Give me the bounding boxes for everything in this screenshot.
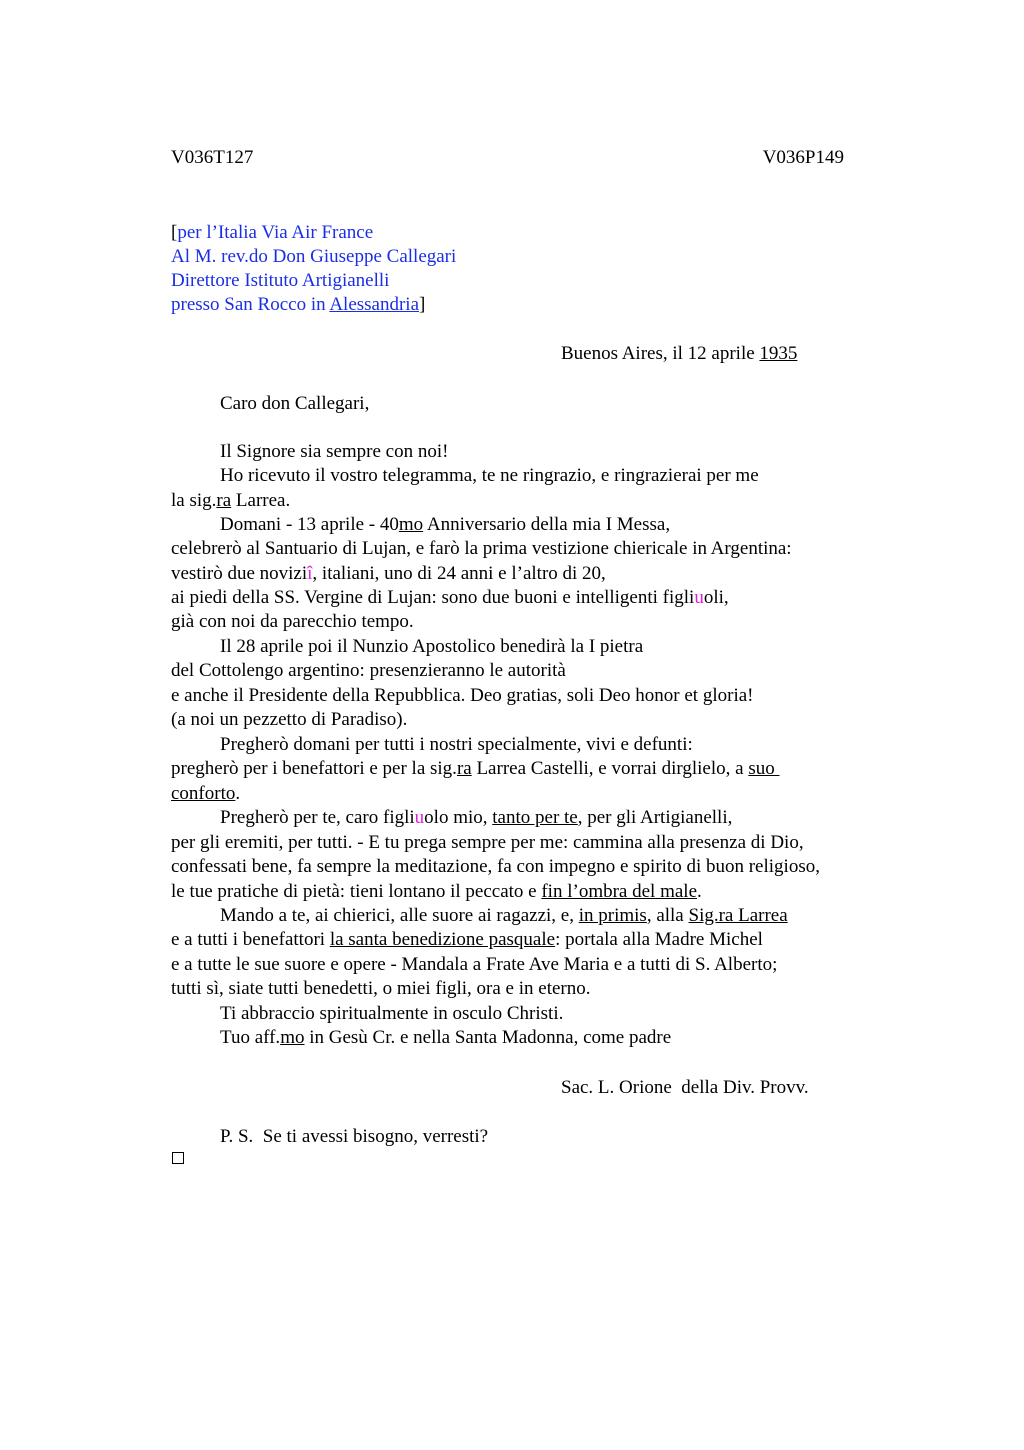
address-city: Alessandria xyxy=(329,294,420,315)
superscript-abbrev: ra xyxy=(456,758,472,779)
body-text: Pregherò per te, caro figli xyxy=(220,807,415,828)
body-text: le tue pratiche di pietà: tieni lontano il peccato e xyxy=(171,881,542,902)
checkbox-square-icon xyxy=(172,1152,184,1164)
body-line-23: tutti sì, siate tutti benedetti, o miei figli, ora e in eterno. xyxy=(171,978,591,999)
underlined-text: tanto per te xyxy=(492,807,578,828)
underlined-text: fin l’ombra del male xyxy=(541,881,697,902)
body-line-15 xyxy=(171,782,240,806)
body-text: vestirò due novizi xyxy=(171,563,308,584)
body-text: , italiani, uno di 24 anni e l’altro di 20, xyxy=(312,563,606,584)
body-text: , per gli Artigianelli, xyxy=(577,807,733,828)
dateline-place-date: Buenos Aires, il 12 aprile xyxy=(561,343,760,364)
address-line-2: Al M. rev.do Don Giuseppe Callegari xyxy=(171,246,457,267)
dateline-year: 1935 xyxy=(759,343,798,364)
address-line-4 xyxy=(171,293,425,317)
body-line-24: Ti abbraccio spiritualmente in osculo Christi. xyxy=(220,1003,564,1024)
highlighted-letter: u xyxy=(694,587,704,608)
body-text: Domani - 13 aprile - 40 xyxy=(220,514,399,535)
body-line-17: per gli eremiti, per tutti. - E tu prega sempre per me: cammina alla presenza di Dio, xyxy=(171,832,804,853)
body-text: Larrea. xyxy=(231,490,291,511)
body-text: Anniversario della mia I Messa, xyxy=(423,514,671,535)
body-text: Tuo aff. xyxy=(220,1027,281,1048)
document-code-left: V036T127 xyxy=(171,147,254,168)
signature: Sac. L. Orione della Div. Provv. xyxy=(561,1077,809,1098)
body-line-22: e a tutte le sue suore e opere - Mandala a Frate Ave Maria e a tutti di S. Alberto; xyxy=(171,954,778,975)
body-text: , alla xyxy=(646,905,689,926)
body-text: pregherò per i benefattori e per la sig. xyxy=(171,758,457,779)
document-code-right: V036P149 xyxy=(762,147,844,168)
highlighted-letter: î xyxy=(307,563,313,584)
body-line-3 xyxy=(171,489,290,513)
address-line-3: Direttore Istituto Artigianelli xyxy=(171,270,390,291)
body-line-5: celebrerò al Santuario di Lujan, e farò la prima vestizione chiericale in Argentina: xyxy=(171,538,792,559)
body-line-20 xyxy=(220,904,788,928)
body-text: la sig. xyxy=(171,490,217,511)
address-route: per l’Italia Via Air France xyxy=(177,222,374,243)
body-line-7 xyxy=(171,586,729,610)
body-line-6 xyxy=(171,562,606,586)
salutation: Caro don Callegari, xyxy=(220,393,370,414)
body-line-11: e anche il Presidente della Repubblica. Deo gratias, soli Deo honor et gloria! xyxy=(171,685,754,706)
body-text: . xyxy=(235,783,241,804)
body-line-19 xyxy=(171,880,702,904)
body-text: ai piedi della SS. Vergine di Lujan: sono due buoni e intelligenti figli xyxy=(171,587,695,608)
underlined-text: conforto xyxy=(171,783,236,804)
body-line-18: confessati bene, fa sempre la meditazione, fa con impegno e spirito di buon religioso, xyxy=(171,856,820,877)
underlined-text: suo xyxy=(748,758,780,779)
superscript-abbrev: ra xyxy=(216,490,232,511)
body-text: in Gesù Cr. e nella Santa Madonna, come padre xyxy=(304,1027,672,1048)
postscript: P. S. Se ti avessi bisogno, verresti? xyxy=(220,1126,489,1147)
body-line-1: Il Signore sia sempre con noi! xyxy=(220,441,449,462)
superscript-abbrev: mo xyxy=(398,514,424,535)
highlighted-letter: u xyxy=(414,807,425,828)
body-line-2: Ho ricevuto il vostro telegramma, te ne ringrazio, e ringrazierai per me xyxy=(220,465,759,486)
address-open-bracket: [ xyxy=(171,222,178,243)
dateline xyxy=(561,342,797,366)
address-close-bracket: ] xyxy=(419,294,426,315)
body-text: Larrea Castelli, e vorrai dirglielo, a xyxy=(471,758,749,779)
superscript-abbrev: mo xyxy=(280,1027,305,1048)
body-text: e a tutti i benefattori xyxy=(171,929,330,950)
body-line-16 xyxy=(220,806,732,830)
body-line-13: Pregherò domani per tutti i nostri specialmente, vivi e defunti: xyxy=(220,734,693,755)
underlined-text: Sig.ra Larrea xyxy=(688,905,788,926)
address-line-4-prefix: presso San Rocco in xyxy=(171,294,330,315)
underlined-text: la santa benedizione pasquale xyxy=(329,929,556,950)
body-text: : portala alla Madre Michel xyxy=(555,929,763,950)
body-line-9: Il 28 aprile poi il Nunzio Apostolico benedirà la I pietra xyxy=(220,636,644,657)
body-line-10: del Cottolengo argentino: presenzieranno le autorità xyxy=(171,660,566,681)
body-text: oli, xyxy=(703,587,729,608)
address-line-1 xyxy=(171,221,373,245)
body-line-8: già con noi da parecchio tempo. xyxy=(171,611,414,632)
body-line-4 xyxy=(220,513,670,537)
body-text: . xyxy=(697,881,702,902)
body-line-21 xyxy=(171,928,763,952)
body-line-12: (a noi un pezzetto di Paradiso). xyxy=(171,709,408,730)
body-line-25 xyxy=(220,1026,671,1050)
body-text: Mando a te, ai chierici, alle suore ai ragazzi, e, xyxy=(220,905,579,926)
body-line-14 xyxy=(171,757,779,781)
underlined-text: in primis xyxy=(578,905,647,926)
body-text: olo mio, xyxy=(424,807,493,828)
